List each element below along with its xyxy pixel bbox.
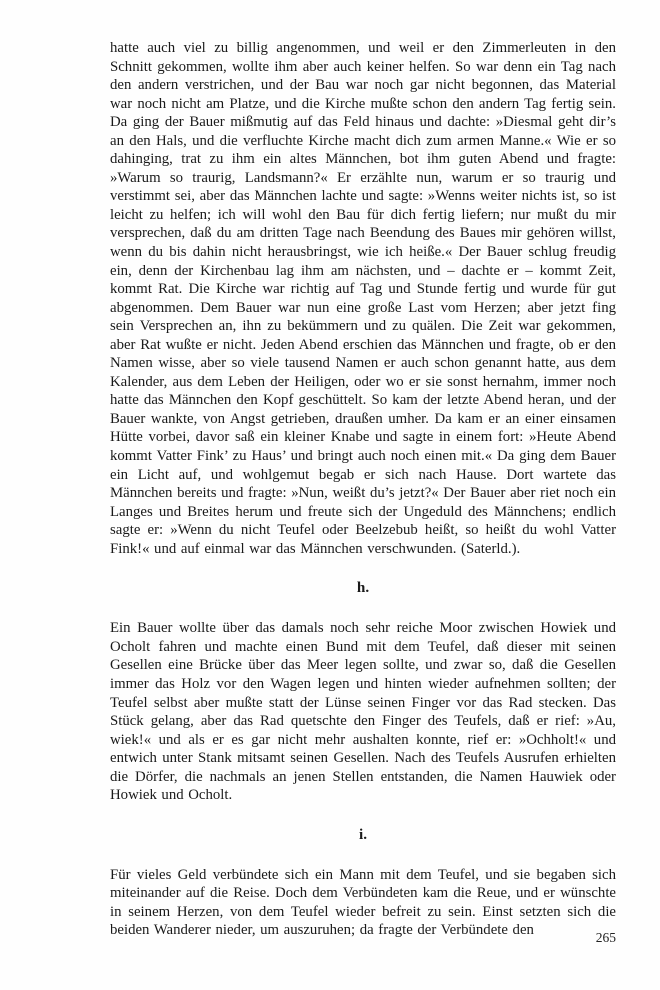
page-number: 265 [595,930,616,945]
section-h [110,579,616,804]
section-i [110,826,616,940]
text-block [110,39,616,940]
story-paragraph-continued: hatte auch viel zu billig angenommen, und weil er den Zimmerleuten in den Schnitt gekommen, wollte ihm aber auch keiner helfen. So war denn ein Tag nach den andern verstrichen, und der Bau war noch gar nicht begonnen, das Material war noch nicht am Platze, und die Kirche mußte schon den andern Tag fertig sein. Da ging der Bauer mißmutig auf das Feld hinaus und dachte: »Diesmal geht dir’s an den Hals, und die verfluchte Kirche macht dich zum armen Manne.« Wie er so dahinging, trat zu ihm ein altes Männchen, bot ihm guten Abend und fragte: »Warum so traurig, Landsmann?« Er erzählte nun, warum er so traurig und verstimmt sei, aber das Männchen lachte und sagte: »Wenns weiter nichts ist, so ist leicht zu helfen; ich will wohl den Bau für dich fertig liefern; nur mußt du mir versprechen, daß du am dritten Tage nach Beendung des Baues mir gehören willst, wenn du bis dahin nicht herausbringst, wie ich heiße.« Der Bauer schlug freudig ein, denn der Kirchenbau lag ihm am nächsten, und – dachte er – kommt Zeit, kommt Rat. Die Kirche war richtig auf Tag und Stunde fertig und wurde für gut abgenommen. Dem Bauer war nun eine große Last vom Herzen; aber jetzt fing sein Versprechen an, ihn zu bekümmern und zu quälen. Die Zeit war gekommen, aber Rat wußte er nicht. Jeden Abend erschien das Männchen und fragte, ob er den Namen wisse, aber so viele tausend Namen er auch schon genannt hatte, aus dem Kalender, aus dem Leben der Heiligen, oder wo er sie sonst hernahm, immer noch hatte das Männchen den Kopf geschüttelt. So kam der letzte Abend heran, und der Bauer wankte, von Angst getrieben, draußen umher. Da kam er an einer einsamen Hütte vorbei, davor saß ein kleiner Knabe und sagte in einem fort: »Heute Abend kommt Vatter Fink’ zu Haus’ und bringt auch noch einen mit.« Da ging dem Bauer ein Licht auf, und wohlgemut begab er sich nach Hause. Dort wartete das Männchen bereits und fragte: »Nun, weißt du’s jetzt?« Der Bauer aber riet noch ein Langes und Breites herum und freute sich der Ungeduld des Männchens; endlich sagte er: »Wenn du nicht Teufel oder Beelzebub heißt, so heißt du wohl Vatter Fink!« und auf einmal war das Männchen verschwunden. (Saterld.). [110,40,616,557]
section-heading-h: h. [356,579,370,597]
section-heading-i: i. [358,825,368,843]
story-paragraph-i: Für vieles Geld verbündete sich ein Mann mit dem Teufel, und sie begaben sich miteinander auf die Reise. Doch dem Verbündeten kam die Reue, und er wünschte in seinem Herzen, von dem Teufel wieder befreit zu sein. Einst setzten sich die beiden Wanderer nieder, um auszuruhen; da fragte der Verbündete den [110,866,616,939]
story-paragraph-h: Ein Bauer wollte über das damals noch sehr reiche Moor zwischen Howiek und Ocholt fahren und machte einen Bund mit dem Teufel, daß dieser mit seinen Gesellen eine Brücke über das Meer legen sollte, und zwar so, daß die Gesellen immer das Holz vor den Wagen legen und hinten wieder aufnehmen sollten; der Teufel selbst aber mußte statt der Lünse seinen Finger vor das Rad stecken. Das Stück gelang, aber das Rad quetschte den Finger des Teufels, daß er rief: »Au, wiek!« und als er es gar nicht mehr aushalten konnte, rief er: »Ochholt!« und entwich unter Stank mitsamt seinen Gesellen. Nach des Teufels Ausrufen erhielten die Dörfer, die nachmals an jenen Stellen entstanden, die Namen Hauwiek oder Howiek und Ocholt. [110,620,616,804]
